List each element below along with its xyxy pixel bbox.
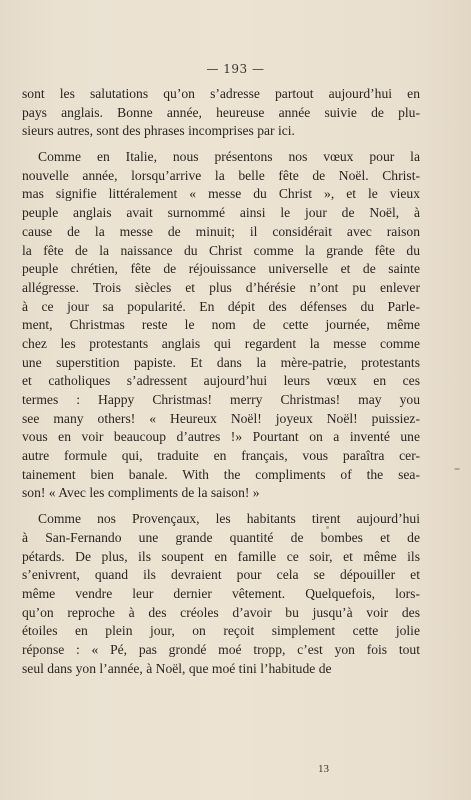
paragraph	[22, 85, 420, 141]
text-line: s’enivrent, quand ils devraient pour cela se dépouiller et	[22, 567, 420, 583]
signature-mark: 13	[318, 763, 329, 775]
paper-speck	[326, 526, 329, 529]
text-line: termes : Happy Christmas! merry Christmas! may you	[22, 392, 420, 407]
text-line: nouvelle année, lorsqu’arrive la belle fête de Noël. Christ-	[22, 167, 420, 183]
text-line: ment, Christmas reste le nom de cette journée, même	[22, 317, 420, 333]
text-line: chez les protestants anglais qui regardent la messe comme	[22, 335, 420, 351]
text-line: see many others! « Heureux Noël! joyeux Noël! puissiez-	[22, 410, 420, 426]
text-line: qu’on reproche à des créoles d’avoir bu jusqu’à voir des	[22, 604, 420, 620]
text-line: même vendre leur dernier vêtement. Quelquefois, lors-	[22, 585, 420, 601]
text-line: Comme nos Provençaux, les habitants tirent aujourd’hui	[38, 511, 420, 527]
paragraph	[22, 510, 420, 678]
text-line: tainement bien banale. With the compliments of the sea-	[22, 466, 420, 482]
text-line: autre formule qui, traduite en français, vous paraîtra cer-	[22, 448, 420, 464]
text-line: pays anglais. Bonne année, heureuse année suivie de plu-	[22, 104, 420, 120]
paper-speck	[454, 468, 460, 470]
paragraph	[22, 148, 420, 503]
text-line: sont les salutations qu’on s’adresse partout aujourd’hui en	[22, 86, 420, 101]
text-line: pétards. De plus, ils soupent en famille ce soir, et même ils	[22, 548, 420, 564]
text-line: mas signifie littéralement « messe du Christ », et le vieux	[22, 186, 420, 202]
text-line: réponse : « Pé, pas grondé moé tropp, c’est yon fois tout	[22, 641, 420, 657]
text-line: peuple chrétien, fête de réjouissance universelle et de sainte	[22, 261, 420, 277]
paragraph-gap	[22, 503, 420, 510]
text-line: son! « Avec les compliments de la saison! »	[22, 485, 260, 501]
text-line: seul dans yon l’année, à Noël, que moé tini l’habitude de	[22, 660, 332, 676]
text-line: la fête de la naissance du Christ comme la grande fête du	[22, 242, 420, 258]
text-line: cause de la messe de minuit; il considérait avec raison	[22, 223, 420, 239]
text-line: Comme en Italie, nous présentons nos vœux pour la	[38, 149, 420, 165]
paragraph-gap	[22, 141, 420, 148]
text-line: et catholiques s’adressent aujourd’hui leurs vœux en ces	[22, 373, 420, 389]
text-line: à San-Fernando une grande quantité de bombes et de	[22, 529, 420, 545]
page-number: — 193 —	[206, 62, 265, 76]
text-line: une superstition papiste. Et dans la mère-patrie, protestants	[22, 354, 420, 370]
text-line: à ce jour sa popularité. En dépit des défenses du Parle-	[22, 298, 420, 314]
text-line: peuple anglais avait surnommé ainsi le jour de Noël, à	[22, 205, 420, 221]
text-line: allégresse. Trois siècles et plus d’hérésie n’ont pu enlever	[22, 279, 420, 295]
body-text	[22, 85, 420, 678]
text-line: vous en voir beaucoup d’autres !» Pourtant on a inventé une	[22, 429, 420, 445]
text-line: sieurs autres, sont des phrases incomprises par ici.	[22, 123, 295, 139]
text-line: étoiles en plein jour, on reçoit simplement cette jolie	[22, 623, 420, 639]
